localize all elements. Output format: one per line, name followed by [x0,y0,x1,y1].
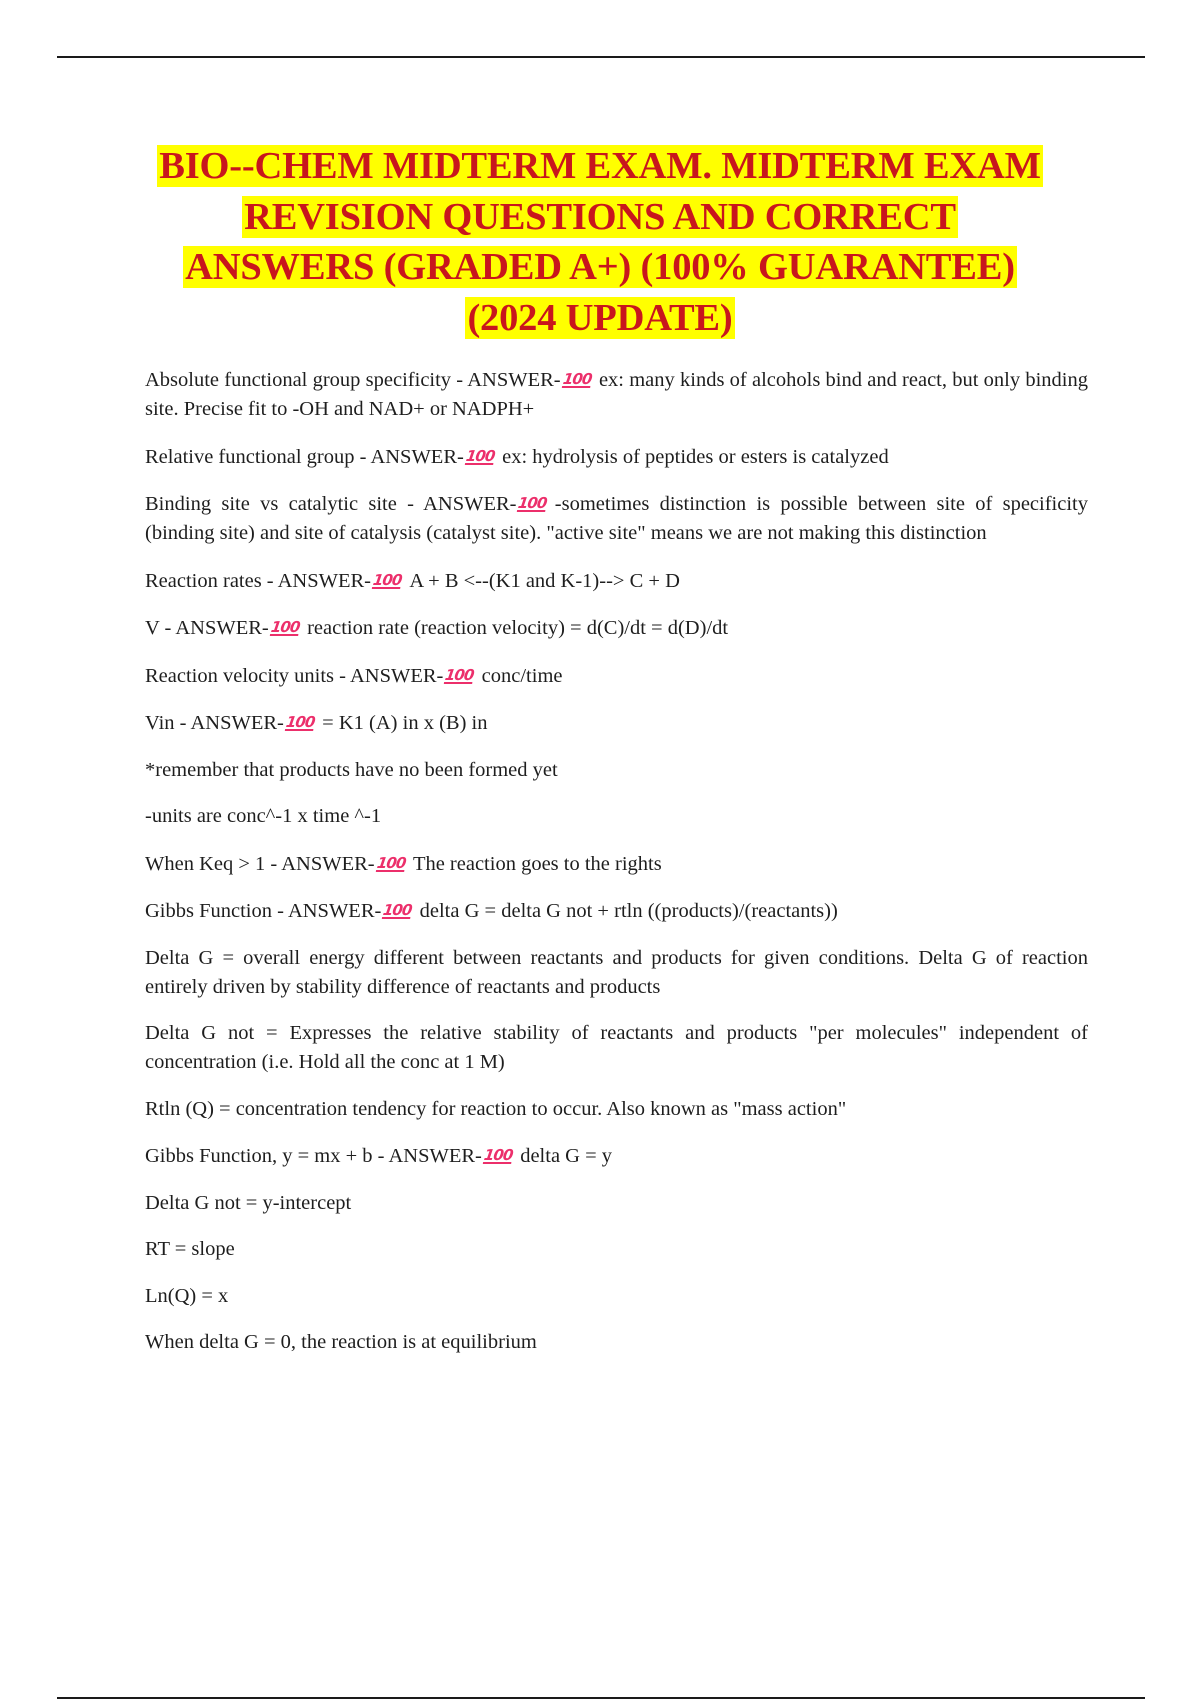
hundred-points-icon: 100 [284,713,316,731]
entry-term: Binding site vs catalytic site - ANSWER- [145,493,517,515]
note-line: RT = slope [145,1238,235,1260]
entry-answer: ex: hydrolysis of peptides or esters is catalyzed [502,445,889,468]
hundred-points-icon: 100 [371,570,403,589]
qa-entry [145,566,1088,596]
note-line: Delta G not = Expresses the relative stability of reactants and products "per molecules" independent of concentration (i.e. Hold all the conc at 1 M) [145,1022,1088,1073]
entry-answer: conc/time [481,664,563,687]
qa-entry [145,613,1088,643]
document-body [145,365,1088,1375]
entry-answer: -sometimes distinction is possible between site of specificity (binding site) and site of catalysis (catalyst site). "active site" means we are not making this distinction [145,493,1088,544]
qa-entry [145,661,1088,691]
note-line: Rtln (Q) = concentration tendency for reaction to occur. Also known as "mass action" [145,1097,847,1120]
entry-term: V - ANSWER- [145,617,269,639]
hundred-points-icon: 100 [561,370,593,388]
entry-term: Absolute functional group specificity - ANSWER- [145,369,561,391]
entry-term: Relative functional group - ANSWER- [145,445,464,468]
bottom-rule [57,1697,1145,1699]
qa-entry [145,442,1088,472]
qa-entry [145,896,1088,926]
hundred-points-icon: 100 [269,618,301,636]
title-line-2: REVISION QUESTIONS AND CORRECT [244,195,956,238]
entry-answer: reaction rate (reaction velocity) = d(C)/dt = d(D)/dt [307,617,729,639]
entry-answer: = K1 (A) in x (B) in [322,712,488,734]
hundred-points-icon: 100 [375,853,407,872]
note-line: Delta G not = y-intercept [145,1191,352,1214]
hundred-points-icon: 100 [382,901,413,919]
hundred-points-icon: 100 [464,446,496,465]
entry-answer: A + B <--(K1 and K-1)--> C + D [409,569,680,592]
entry-term: Vin - ANSWER- [145,712,284,734]
note-line: Ln(Q) = x [145,1284,229,1307]
entry-answer: delta G = y [520,1145,613,1167]
note-line: -units are conc^-1 x time ^-1 [145,805,382,827]
hundred-points-icon: 100 [444,665,475,684]
title-line-1: BIO--CHEM MIDTERM EXAM. MIDTERM EXAM [159,145,1041,187]
top-rule [57,56,1145,58]
note-line: *remember that products have no been formed yet [145,758,558,781]
entry-term: When Keq > 1 - ANSWER- [145,852,375,875]
title-line-4: (2024 UPDATE) [467,296,733,339]
qa-entry [145,708,1088,738]
entry-term: Reaction velocity units - ANSWER- [145,664,444,687]
entry-answer: ex: many kinds of alcohols bind and react, but only binding site. Precise fit to -OH and NAD+ or NADPH+ [145,369,1088,420]
qa-entry [145,365,1088,424]
hundred-points-icon: 100 [517,494,549,512]
entry-term: Gibbs Function, y = mx + b - ANSWER- [145,1145,482,1167]
qa-entry [145,849,1088,879]
qa-entry [145,489,1088,548]
entry-term: Reaction rates - ANSWER- [145,569,372,592]
note-line: When delta G = 0, the reaction is at equilibrium [145,1331,537,1353]
entry-term: Gibbs Function - ANSWER- [145,900,382,922]
qa-entry [145,1141,1088,1171]
document-title [130,141,1070,343]
entry-answer: delta G = delta G not + rtln ((products)/(reactants)) [419,900,838,922]
note-line: Delta G = overall energy different between reactants and products for given conditions. Delta G of reaction entirely driven by stability difference of reactants and products [145,946,1088,998]
entry-answer: The reaction goes to the rights [412,852,662,875]
title-line-3: ANSWERS (GRADED A+) (100% GUARANTEE) [185,246,1015,288]
hundred-points-icon: 100 [482,1146,514,1164]
